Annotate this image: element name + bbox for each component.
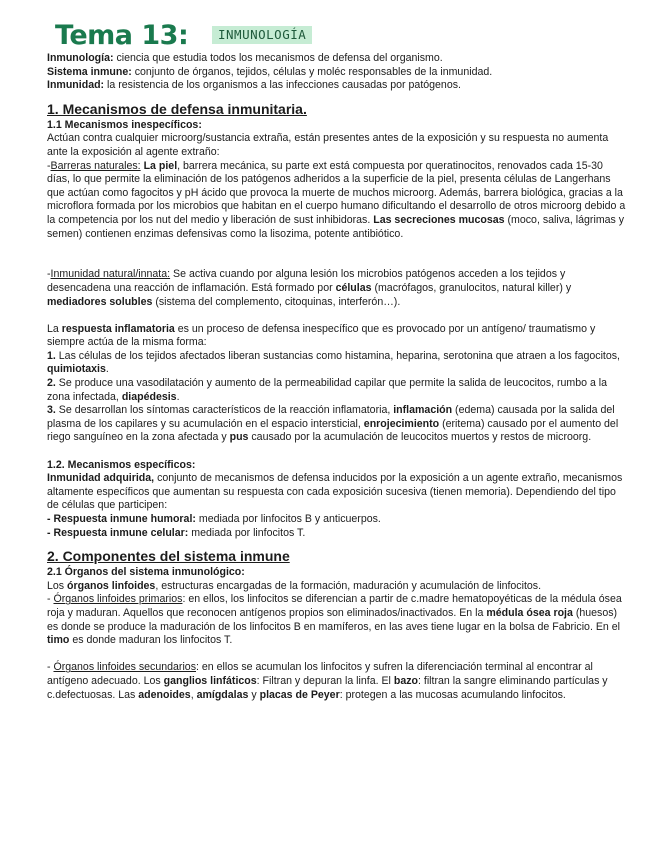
- title-block: [47, 18, 627, 52]
- section-1-heading: 1. Mecanismos de defensa inmunitaria.: [47, 100, 307, 117]
- section-2-heading: 2. Componentes del sistema inmune: [47, 548, 290, 565]
- document-page: [47, 18, 627, 702]
- list-item-humoral: - Respuesta inmune humoral: mediada por linfocitos B y anticuerpos.: [47, 513, 381, 525]
- definition-inmunologia: Inmunología: ciencia que estudia todos los mecanismos de defensa del organismo.: [47, 52, 443, 64]
- paragraph-respuesta-inflamatoria: La respuesta inflamatoria es un proceso de defensa inespecífico que es provocado por un antígeno/ traumatismo y siempre actúa de la misma forma:: [47, 322, 596, 349]
- paragraph-organos-linfoides: Los órganos linfoides, estructuras encargadas de la formación, maduración y acumulación de linfocitos.: [47, 579, 542, 592]
- page-title: Tema 13:: [55, 20, 189, 51]
- definition-sistema-inmune: Sistema inmune: conjunto de órganos, tejidos, células y moléc responsables de la inmunidad.: [47, 65, 493, 78]
- paragraph-barreras-naturales: -Barreras naturales: La piel, barrera mecánica, su parte ext está compuesta por queratinocitos, renovados cada 15-30 días, lo que permite la eliminación de los patógenos adheridos a la superficie de la piel, presenta células de Langerhans que actúan como fagocitos y pH ácido que provoca la muerte de muchos microorg. Además, barrera biológica, gracias a la microflora formada por los microbios que habitan en el cuerpo humano dificultando el desarrollo de otros microorg debido a la competencia por los nut del medio y liberación de sust inhibidoras. Las secreciones mucosas (moco, saliva, lágrimas y semen) contienen enzimas defensivas como la lisozima, potente antibiótico.: [47, 159, 626, 240]
- step-2: 2. Se produce una vasodilatación y aumento de la permeabilidad capilar que permite la salida de leucocitos, rumbo a la zona infectada, diapédesis.: [47, 377, 608, 403]
- paragraph-intro: Actúan contra cualquier microorg/sustancia extraña, están presentes antes de la exposición y su respuesta no aumenta ante la exposición al agente extraño:: [47, 132, 609, 158]
- definition-inmunidad: Inmunidad: la resistencia de los organismos a las infecciones causadas por patógenos.: [47, 79, 461, 92]
- paragraph-inmunidad-adquirida: Inmunidad adquirida, conjunto de mecanismos de defensa inducidos por la exposición a un agente extraño, mecanismos altamente específicos que aumentan su respuesta con cada exposición sucesiva (tienen memoria). Dependiendo del tipo de células que participen:: [47, 472, 623, 512]
- step-3: 3. Se desarrollan los síntomas característicos de la reacción inflamatoria, inflamación (edema) causada por la salida del plasma de los capilares y su acumulación en el espacio intersticial, enrojecimiento (eritema) causado por el aumento del riego sanguíneo en la zona afectada y pus causado por la acumulación de leucocitos muertos y restos de microorg.: [47, 404, 619, 444]
- subsection-2-1-heading: 2.1 Órganos del sistema inmunológico:: [47, 566, 245, 579]
- list-item-celular: - Respuesta inmune celular: mediada por linfocitos T.: [47, 526, 306, 539]
- subsection-1-2-heading: 1.2. Mecanismos específicos:: [47, 458, 196, 471]
- step-1: 1. Las células de los tejidos afectados liberan sustancias como histamina, heparina, serotonina que atraen a los fagocitos, quimiotaxis.: [47, 349, 621, 376]
- subsection-1-1-heading: 1.1 Mecanismos inespecíficos:: [47, 118, 202, 131]
- paragraph-organos-secundarios: - Órganos linfoides secundarios: en ellos se acumulan los linfocitos y sufren la diferenciación terminal al encontrar al antígeno adecuado. Los ganglios linfáticos: Filtran y depuran la linfa. El bazo: filtran la sangre eliminando partículas y c.defectuosas. Las adenoides, amígdalas y placas de Peyer: protegen a las mucosas acumulando linfocitos.: [47, 661, 608, 701]
- paragraph-organos-primarios: - Órganos linfoides primarios: en ellos, los linfocitos se diferencian a partir de c.madre hematopoyéticas de la médula ósea roja y maduran. Aquellos que reconocen antígenos propios son eliminados/inactivados. En la médula ósea roja (huesos) es donde se produce la maduración de los linfocitos B en mamíferos, en las aves tiene lugar en la bolsa de Fabricio. En el timo es donde maduran los linfocitos T.: [47, 593, 622, 647]
- paragraph-inmunidad-innata: -Inmunidad natural/innata: Se activa cuando por alguna lesión los microbios patógenos acceden a los tejidos y desencadena una reacción de inflamación. Está formado por células (macrófagos, granulocitos, natural killer) y mediadores solubles (sistema del complemento, citoquinas, interferón…).: [47, 268, 572, 308]
- title-highlight: INMUNOLOGÍA: [212, 26, 312, 44]
